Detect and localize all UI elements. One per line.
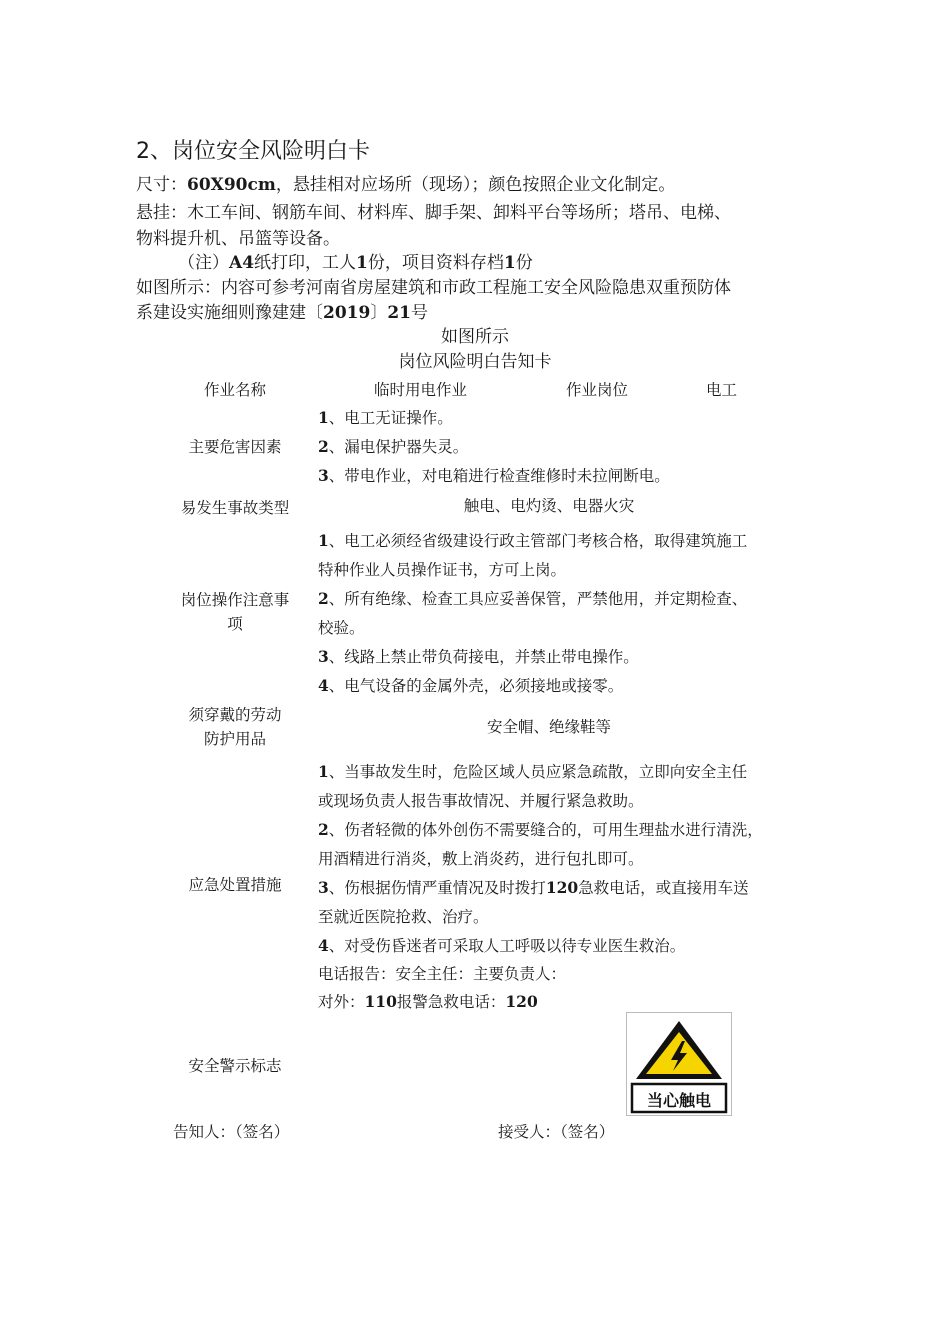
ops-item: 校验。 bbox=[318, 619, 365, 637]
ppe-label-2: 防护用品 bbox=[203, 730, 266, 748]
note-line bbox=[178, 248, 533, 273]
emergency-item: 4、对受伤昏迷者可采取人工呼吸以待专业医生救治。 bbox=[318, 936, 686, 955]
ref-c: 号 bbox=[411, 303, 428, 323]
emergency-label: 应急处置措施 bbox=[188, 876, 282, 894]
hazards-label: 主要危害因素 bbox=[188, 438, 282, 456]
card-title: 岗位风险明白告知卡 bbox=[398, 352, 552, 372]
size-line bbox=[136, 170, 675, 195]
ppe-value: 安全帽、绝缘鞋等 bbox=[486, 718, 611, 736]
ref-b: 〕 bbox=[370, 303, 388, 323]
job-name-label: 作业名称 bbox=[203, 381, 266, 399]
card-caption: 如图所示 bbox=[441, 327, 509, 347]
warning-label: 安全警示标志 bbox=[188, 1057, 282, 1075]
hazard-item: 3、带电作业，对电箱进行检查维修时未拉闸断电。 bbox=[318, 466, 670, 485]
hazard-item: 2、漏电保护器失灵。 bbox=[318, 437, 469, 456]
external-line: 对外：110报警急救电话：120 bbox=[318, 992, 538, 1011]
informer-signature: 告知人：（签名） bbox=[173, 1123, 290, 1141]
note-mid1: 纸打印，工人 bbox=[254, 253, 357, 273]
ops-item: 4、电气设备的金属外壳，必须接地或接零。 bbox=[318, 676, 624, 695]
note-mid2: 份，项目资料存档 bbox=[367, 253, 504, 273]
ops-label-2: 项 bbox=[227, 615, 243, 633]
emergency-item: 2、伤者轻微的体外创伤不需要缝合的，可用生理盐水进行清洗， bbox=[318, 820, 763, 839]
ops-label-1: 岗位操作注意事 bbox=[180, 591, 290, 609]
note-a4: A4 bbox=[229, 253, 255, 273]
ref-year: 2019 bbox=[323, 303, 371, 323]
size-value: 60X90cm bbox=[187, 175, 276, 195]
accident-label: 易发生事故类型 bbox=[180, 499, 290, 517]
size-prefix: 尺寸： bbox=[136, 175, 187, 195]
post-label: 作业岗位 bbox=[566, 381, 629, 399]
warning-sign-text: 当心触电 bbox=[646, 1091, 711, 1110]
ops-item: 特种作业人员操作证书，方可上岗。 bbox=[318, 561, 567, 579]
ops-item: 1、电工必须经省级建设行政主管部门考核合格，取得建筑施工 bbox=[318, 531, 748, 550]
ppe-label-1: 须穿戴的劳动 bbox=[188, 706, 282, 724]
note-n1: 1 bbox=[356, 253, 368, 273]
ops-item: 3、线路上禁止带负荷接电，并禁止带电操作。 bbox=[318, 647, 639, 666]
ref-line-1: 如图所示：内容可参考河南省房屋建筑和市政工程施工安全风险隐患双重预防体 bbox=[136, 278, 731, 298]
phone-line: 电话报告：安全主任：主要负责人： bbox=[318, 965, 567, 983]
emergency-item: 1、当事故发生时，危险区域人员应紧急疏散，立即向安全主任 bbox=[318, 762, 748, 781]
size-suffix: ，悬挂相对应场所（现场）；颜色按照企业文化制定。 bbox=[275, 175, 676, 195]
ref-line-2 bbox=[136, 298, 428, 323]
ops-item: 2、所有绝缘、检查工具应妥善保管，严禁他用，并定期检查、 bbox=[318, 589, 748, 608]
note-n2: 1 bbox=[503, 253, 516, 273]
receiver-signature: 接受人：（签名） bbox=[498, 1123, 615, 1141]
emergency-item: 或现场负责人报告事故情况、并履行紧急救助。 bbox=[318, 792, 644, 810]
ref-a: 系建设实施细则豫建建〔 bbox=[136, 303, 323, 323]
section-title: 2、岗位安全风险明白卡 bbox=[136, 139, 370, 164]
electric-shock-warning-sign bbox=[626, 1012, 732, 1116]
hang-line-1: 悬挂：木工车间、钢筋车间、材料库、脚手架、卸料平台等场所；塔吊、电梯、 bbox=[136, 203, 731, 223]
note-end: 份 bbox=[515, 253, 533, 273]
ref-num: 21 bbox=[387, 303, 411, 323]
hazard-item: 1、电工无证操作。 bbox=[318, 408, 453, 427]
job-name-value: 临时用电作业 bbox=[374, 381, 468, 399]
note-prefix: （注） bbox=[178, 253, 229, 273]
emergency-item: 3、伤根据伤情严重情况及时拨打120急救电话，或直接用车送 bbox=[318, 878, 749, 897]
accident-value: 触电、电灼烫、电器火灾 bbox=[463, 497, 635, 515]
hang-line-2: 物料提升机、吊篮等设备。 bbox=[136, 229, 340, 249]
emergency-item: 至就近医院抢救、治疗。 bbox=[318, 908, 489, 926]
emergency-item: 用酒精进行消炎，敷上消炎药，进行包扎即可。 bbox=[318, 850, 644, 868]
post-value: 电工 bbox=[706, 381, 738, 399]
